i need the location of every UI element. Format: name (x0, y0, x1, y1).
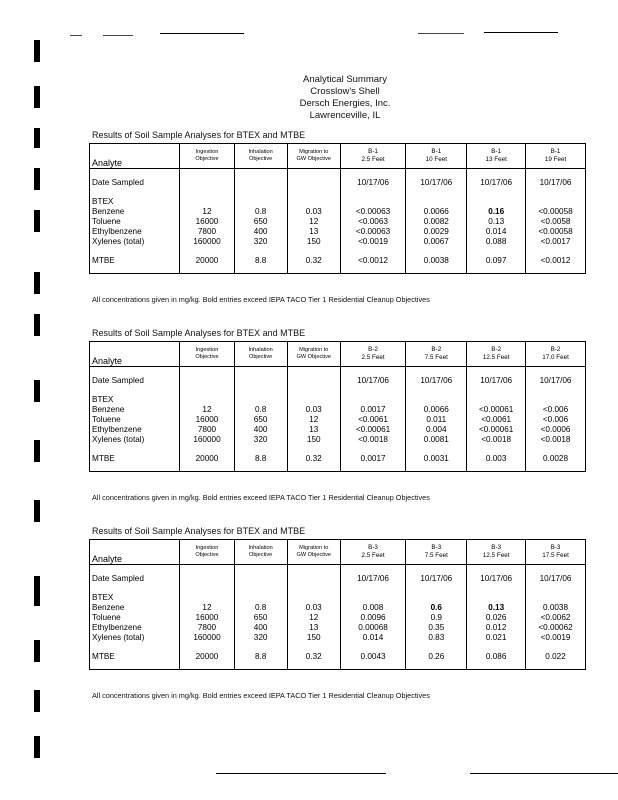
results-table-b2 (89, 341, 586, 472)
table-row-date: Date Sampled 10/17/06 10/17/06 10/17/06 10/17/06 (90, 572, 586, 586)
column-header-sample: B-3 12.5 Feet (467, 540, 526, 565)
result-value: <0.0019 (340, 237, 406, 247)
objective-value: 0.03 (287, 405, 340, 415)
result-value: <0.0018 (526, 435, 586, 445)
scan-edge-mark (34, 40, 40, 62)
analyte-label: MTBE (90, 452, 180, 466)
analyte-label: Ethylbenzene (90, 227, 180, 237)
table-row (90, 623, 586, 633)
scan-edge-mark (34, 576, 40, 606)
result-value: 0.0031 (406, 452, 467, 466)
objective-value: 0.8 (234, 207, 287, 217)
analyte-label: Toluene (90, 415, 180, 425)
objective-value: 0.32 (287, 254, 340, 268)
table-row (90, 227, 586, 237)
result-value: <0.0012 (526, 254, 586, 268)
analyte-label: Benzene (90, 207, 180, 217)
objective-value: 8.8 (234, 452, 287, 466)
table-row (90, 435, 586, 445)
result-value: 0.0082 (406, 217, 467, 227)
result-value: <0.0061 (467, 415, 526, 425)
scan-edge-mark (34, 736, 40, 758)
analyte-label: Xylenes (total) (90, 435, 180, 445)
header-location: Lawrenceville, IL (309, 110, 381, 121)
objective-value: 400 (234, 623, 287, 633)
result-value: 0.6 (406, 603, 467, 613)
table-title: Results of Soil Sample Analyses for BTEX and MTBE (92, 130, 306, 140)
objective-value: 12 (180, 405, 234, 415)
column-header-sample: B-3 17.5 Feet (526, 540, 586, 565)
document-header (240, 74, 450, 122)
results-table-b1 (89, 143, 586, 274)
table-row (90, 207, 586, 217)
objective-value: 16000 (180, 217, 234, 227)
analyte-label: Ethylbenzene (90, 425, 180, 435)
result-value: 0.011 (406, 415, 467, 425)
objective-value: 13 (287, 227, 340, 237)
column-header-ingestion: Ingestion Objective (180, 540, 234, 565)
table-row (90, 415, 586, 425)
table-row (90, 613, 586, 623)
objective-value: 7800 (180, 623, 234, 633)
header-site: Crosslow's Shell (310, 86, 380, 97)
objective-value: 320 (234, 237, 287, 247)
table-row (90, 603, 586, 613)
objective-value: 650 (234, 613, 287, 623)
result-value: <0.0018 (340, 435, 406, 445)
objective-value: 12 (287, 217, 340, 227)
scan-top-rule (484, 32, 558, 33)
objective-value: 400 (234, 425, 287, 435)
column-header-migration: Migration to GW Objective (287, 540, 340, 565)
result-value: <0.00061 (467, 405, 526, 415)
result-value: <0.00061 (340, 425, 406, 435)
result-value: 0.0028 (526, 452, 586, 466)
analyte-label: Xylenes (total) (90, 237, 180, 247)
column-header-ingestion: Ingestion Objective (180, 342, 234, 367)
table-title: Results of Soil Sample Analyses for BTEX and MTBE (92, 328, 306, 338)
objective-value: 7800 (180, 425, 234, 435)
analyte-label: MTBE (90, 650, 180, 664)
result-value: 0.0038 (526, 603, 586, 613)
result-value: <0.0012 (340, 254, 406, 268)
objective-value: 20000 (180, 650, 234, 664)
table-row-date: Date Sampled 10/17/06 10/17/06 10/17/06 10/17/06 (90, 176, 586, 190)
column-header-inhalation: Inhalation Objective (234, 342, 287, 367)
result-value: <0.006 (526, 405, 586, 415)
objective-value: 12 (180, 207, 234, 217)
column-header-analyte: Analyte (90, 540, 180, 565)
result-value: 0.0066 (406, 405, 467, 415)
result-value: <0.0063 (340, 217, 406, 227)
result-value: 0.086 (467, 650, 526, 664)
scan-edge-mark (34, 86, 40, 108)
result-value: <0.00063 (340, 227, 406, 237)
table-footnote: All concentrations given in mg/kg. Bold entries exceed IEPA TACO Tier 1 Residential Cleanup Objectives (92, 295, 430, 304)
analyte-label: Toluene (90, 613, 180, 623)
header-company: Dersch Energies, Inc. (299, 98, 391, 109)
objective-value: 160000 (180, 435, 234, 445)
result-value: 0.014 (467, 227, 526, 237)
scan-edge-mark (34, 168, 40, 190)
result-value: <0.006 (526, 415, 586, 425)
result-value: 0.0017 (340, 405, 406, 415)
result-value: 0.0043 (340, 650, 406, 664)
objective-value: 650 (234, 217, 287, 227)
objective-value: 150 (287, 435, 340, 445)
scan-edge-mark (34, 314, 40, 336)
result-value: <0.00062 (526, 623, 586, 633)
analyte-label: Ethylbenzene (90, 623, 180, 633)
column-header-sample: B-1 10 Feet (406, 144, 467, 169)
result-value: <0.0019 (526, 633, 586, 643)
objective-value: 150 (287, 237, 340, 247)
result-value: 0.003 (467, 452, 526, 466)
result-value: 0.13 (467, 603, 526, 613)
objective-value: 400 (234, 227, 287, 237)
table-row-section: BTEX (90, 395, 586, 405)
analyte-label: Benzene (90, 603, 180, 613)
column-header-inhalation: Inhalation Objective (234, 540, 287, 565)
result-value: 0.022 (526, 650, 586, 664)
result-value: 0.0081 (406, 435, 467, 445)
scan-edge-mark (34, 640, 40, 662)
result-value: 0.021 (467, 633, 526, 643)
analyte-label: Benzene (90, 405, 180, 415)
objective-value: 0.32 (287, 650, 340, 664)
objective-value: 8.8 (234, 254, 287, 268)
result-value: <0.0018 (467, 435, 526, 445)
objective-value: 13 (287, 425, 340, 435)
result-value: 0.83 (406, 633, 467, 643)
scan-edge-mark (34, 690, 40, 712)
result-value: <0.0017 (526, 237, 586, 247)
objective-value: 16000 (180, 415, 234, 425)
objective-value: 12 (180, 603, 234, 613)
scan-edge-mark (34, 210, 40, 232)
objective-value: 0.8 (234, 603, 287, 613)
table-row-section: BTEX (90, 197, 586, 207)
scan-edge-mark (34, 440, 40, 462)
objective-value: 0.03 (287, 207, 340, 217)
objective-value: 160000 (180, 633, 234, 643)
result-value: 0.0066 (406, 207, 467, 217)
objective-value: 320 (234, 633, 287, 643)
table-footnote: All concentrations given in mg/kg. Bold entries exceed IEPA TACO Tier 1 Residential Cleanup Objectives (92, 493, 430, 502)
analyte-label: Xylenes (total) (90, 633, 180, 643)
table-row (90, 650, 586, 664)
column-header-sample: B-2 7.5 Feet (406, 342, 467, 367)
result-value: 0.13 (467, 217, 526, 227)
result-value: 0.0067 (406, 237, 467, 247)
objective-value: 20000 (180, 452, 234, 466)
result-value: 0.16 (467, 207, 526, 217)
column-header-sample: B-2 2.5 Feet (340, 342, 406, 367)
result-value: 0.012 (467, 623, 526, 633)
scan-edge-mark (34, 380, 40, 402)
objective-value: 13 (287, 623, 340, 633)
table-row (90, 405, 586, 415)
column-header-analyte: Analyte (90, 342, 180, 367)
objective-value: 0.32 (287, 452, 340, 466)
column-header-sample: B-2 12.5 Feet (467, 342, 526, 367)
result-value: 0.26 (406, 650, 467, 664)
result-value: 0.008 (340, 603, 406, 613)
header-title: Analytical Summary (303, 74, 387, 85)
scan-edge-mark (34, 128, 40, 148)
objective-value: 16000 (180, 613, 234, 623)
table-title: Results of Soil Sample Analyses for BTEX and MTBE (92, 526, 306, 536)
objective-value: 0.8 (234, 405, 287, 415)
objective-value: 8.8 (234, 650, 287, 664)
result-value: 0.0038 (406, 254, 467, 268)
results-table-b3 (89, 539, 586, 670)
objective-value: 7800 (180, 227, 234, 237)
table-row (90, 633, 586, 643)
result-value: 0.014 (340, 633, 406, 643)
result-value: <0.0006 (526, 425, 586, 435)
result-value: 0.088 (467, 237, 526, 247)
scan-top-dash (103, 35, 133, 36)
objective-value: 150 (287, 633, 340, 643)
table-row (90, 452, 586, 466)
scan-edge-mark (34, 272, 40, 294)
result-value: 0.097 (467, 254, 526, 268)
result-value: 0.0029 (406, 227, 467, 237)
scan-top-dash (70, 35, 82, 36)
analyte-label: Toluene (90, 217, 180, 227)
result-value: <0.0061 (340, 415, 406, 425)
objective-value: 160000 (180, 237, 234, 247)
column-header-sample: B-1 2.5 Feet (340, 144, 406, 169)
scan-top-rule (160, 33, 244, 34)
column-header-migration: Migration to GW Objective (287, 342, 340, 367)
result-value: 0.9 (406, 613, 467, 623)
column-header-sample: B-3 2.5 Feet (340, 540, 406, 565)
column-header-inhalation: Inhalation Objective (234, 144, 287, 169)
objective-value: 650 (234, 415, 287, 425)
result-value: <0.00058 (526, 207, 586, 217)
scan-bottom-rule (470, 773, 618, 774)
result-value: <0.00058 (526, 227, 586, 237)
table-row (90, 217, 586, 227)
column-header-sample: B-3 7.5 Feet (406, 540, 467, 565)
table-footnote: All concentrations given in mg/kg. Bold entries exceed IEPA TACO Tier 1 Residential Cleanup Objectives (92, 691, 430, 700)
table-row (90, 237, 586, 247)
objective-value: 0.03 (287, 603, 340, 613)
objective-value: 20000 (180, 254, 234, 268)
table-row-date: Date Sampled 10/17/06 10/17/06 10/17/06 10/17/06 (90, 374, 586, 388)
result-value: 0.026 (467, 613, 526, 623)
scan-edge-mark (34, 500, 40, 522)
column-header-migration: Migration to GW Objective (287, 144, 340, 169)
result-value: <0.00061 (467, 425, 526, 435)
result-value: 0.004 (406, 425, 467, 435)
result-value: 0.35 (406, 623, 467, 633)
scan-bottom-rule (216, 773, 386, 774)
objective-value: 12 (287, 415, 340, 425)
result-value: 0.0017 (340, 452, 406, 466)
objective-value: 12 (287, 613, 340, 623)
table-row (90, 425, 586, 435)
result-value: 0.0096 (340, 613, 406, 623)
table-row (90, 254, 586, 268)
column-header-sample: B-2 17.0 Feet (526, 342, 586, 367)
objective-value: 320 (234, 435, 287, 445)
column-header-sample: B-1 19 Feet (526, 144, 586, 169)
column-header-analyte: Analyte (90, 144, 180, 169)
result-value: <0.0062 (526, 613, 586, 623)
result-value: <0.0058 (526, 217, 586, 227)
table-row-section: BTEX (90, 593, 586, 603)
analyte-label: MTBE (90, 254, 180, 268)
scan-top-dash (418, 33, 464, 34)
column-header-sample: B-1 13 Feet (467, 144, 526, 169)
result-value: <0.00063 (340, 207, 406, 217)
column-header-ingestion: Ingestion Objective (180, 144, 234, 169)
result-value: 0.00068 (340, 623, 406, 633)
